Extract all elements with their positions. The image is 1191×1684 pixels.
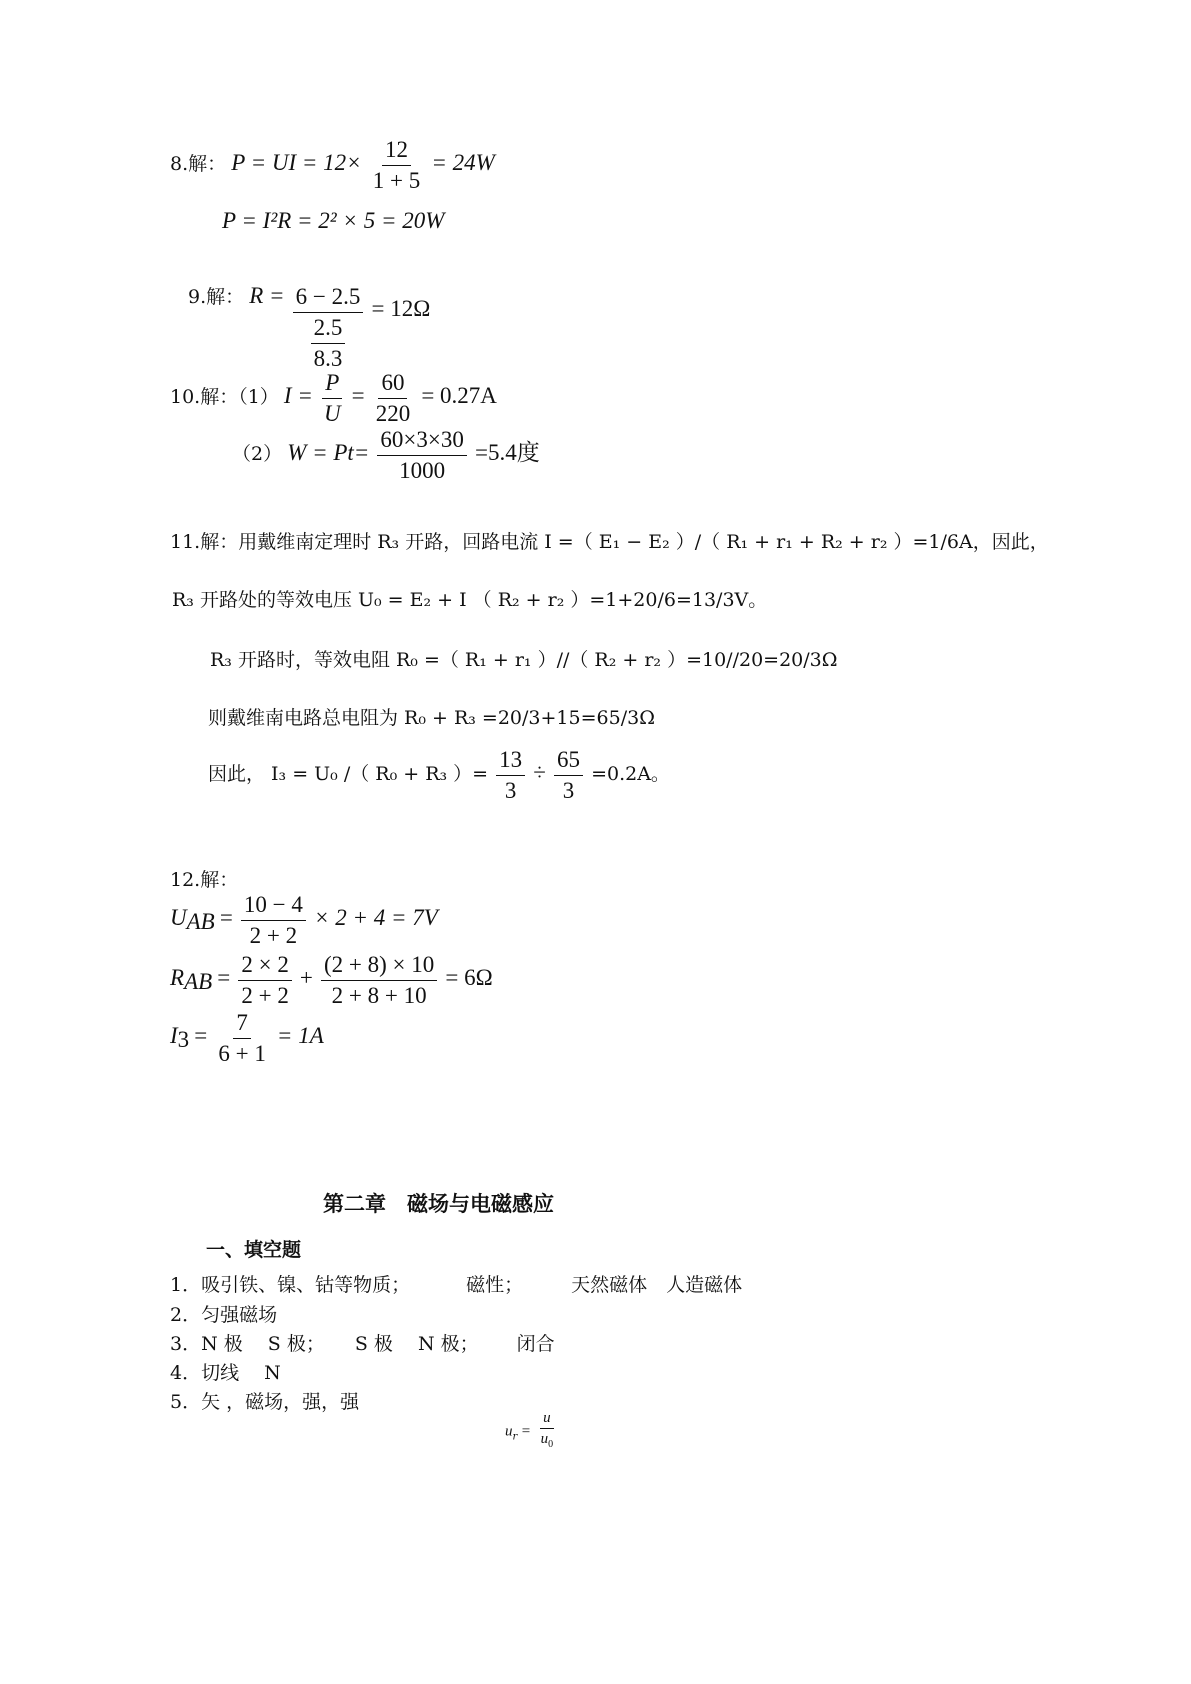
- list-item: [170, 1329, 555, 1356]
- solution-12-fraction-1: [241, 890, 306, 951]
- fraction-numerator: u: [540, 1408, 554, 1429]
- equals-sign: =: [521, 1423, 531, 1440]
- formula-lhs: u: [505, 1423, 513, 1440]
- plus-sign: +: [299, 965, 313, 990]
- list-item: 5．矢 ，磁场，强，强: [170, 1391, 360, 1413]
- solution-12-line-3-rhs: = 1A: [276, 1023, 324, 1048]
- list-item-part: S 极 N 极；: [354, 1333, 479, 1355]
- i3-subscript: 3: [177, 1027, 190, 1053]
- solution-12-line-3: [170, 1008, 324, 1069]
- fraction-numerator: 13: [496, 745, 525, 776]
- fraction-denominator: 1 + 5: [372, 168, 421, 193]
- list-item: 2．匀强磁场: [170, 1304, 278, 1326]
- formula-lhs-subscript: r: [512, 1431, 518, 1443]
- solution-11-line-3: R₃ 开路时，等效电阻 R₀ =（ R₁ + r₁ ）//（ R₂ + r₂ ）=10//20=20/3Ω: [210, 649, 838, 671]
- solution-8-eq-rhs: = 24W: [431, 150, 495, 175]
- solution-10-fraction-2: [373, 368, 414, 429]
- solution-12-line-2: [170, 950, 493, 1011]
- solution-8-fraction: [370, 135, 423, 196]
- list-item-part: 3．N 极 S 极；: [170, 1333, 325, 1355]
- list-item: [170, 1270, 742, 1297]
- solution-8-line-2: P = I²R = 2² × 5 = 20W: [222, 208, 445, 233]
- solution-12-label: 12.解：: [170, 869, 239, 891]
- solution-9-label: 9.解：: [188, 286, 245, 308]
- list-item-part: 磁性；: [466, 1274, 524, 1296]
- solution-8: [170, 135, 495, 196]
- solution-11-result: =0.2A。: [591, 763, 670, 785]
- fraction-denominator: 1000: [399, 458, 446, 483]
- solution-9-rhs: = 12Ω: [371, 296, 431, 321]
- fraction-numerator: 7: [233, 1008, 251, 1039]
- section-title: 一、填空题: [206, 1239, 302, 1261]
- fraction-numerator: (2 + 8) × 10: [321, 950, 437, 981]
- solution-10-part-2-fraction: [377, 425, 466, 486]
- solution-12-line-1-rhs: × 2 + 4 = 7V: [313, 905, 438, 930]
- uab-symbol: U: [170, 905, 187, 930]
- list-item-part: 天然磁体 人造磁体: [571, 1274, 743, 1296]
- formula-den-symbol: u: [540, 1431, 549, 1447]
- formula-fraction: [538, 1408, 557, 1455]
- rab-subscript: AB: [184, 969, 213, 995]
- solution-12-line-2-rhs: = 6Ω: [445, 965, 493, 990]
- formula-den-subscript: 0: [548, 1439, 554, 1450]
- list-item-part: 闭合: [516, 1333, 555, 1355]
- list-item: 4．切线 N: [170, 1362, 281, 1384]
- solution-11-line-1: 11.解：用戴维南定理时 R₃ 开路，回路电流 I =（ E₁ − E₂ ）/（ R₁ + r₁ + R₂ + r₂ ）=1/6A，因此，: [170, 531, 1049, 553]
- solution-8-label: 8.解：: [170, 153, 227, 175]
- solution-12-fraction-4: [215, 1008, 268, 1069]
- solution-9-lhs: R =: [249, 283, 285, 308]
- permeability-formula: [505, 1408, 559, 1455]
- fraction-numerator: 6 − 2.5: [293, 282, 364, 313]
- fraction-denominator: 3: [504, 778, 517, 803]
- fraction-numerator: P: [322, 368, 342, 399]
- solution-11-fraction-1: [496, 745, 525, 806]
- equals-sign: =: [194, 1023, 208, 1048]
- divide-sign: ÷: [533, 760, 546, 785]
- solution-12-fraction-2: [238, 950, 291, 1011]
- solution-12-fraction-3: [321, 950, 437, 1011]
- solution-12-line-1: [170, 890, 438, 951]
- list-item-part: 1．吸引铁、镍、钴等物质；: [170, 1274, 411, 1296]
- solution-11-line-5-text: 因此， I₃ = U₀ /（ R₀ + R₃ ）=: [208, 763, 489, 785]
- solution-9-fraction: [293, 282, 364, 374]
- fraction-denominator: U: [323, 401, 341, 426]
- inner-numerator: 2.5: [311, 313, 346, 344]
- uab-subscript: AB: [186, 909, 215, 935]
- solution-10-fraction-1: [321, 368, 344, 429]
- fraction-numerator: 12: [382, 135, 411, 166]
- solution-10-rhs: = 0.27A: [421, 383, 497, 408]
- solution-10-part-2: [232, 425, 540, 486]
- equals-sign: =: [217, 965, 231, 990]
- solution-11-line-4: 则戴维南电路总电阻为 R₀ + R₃ =20/3+15=65/3Ω: [208, 707, 655, 729]
- solution-11-fraction-2: [554, 745, 583, 806]
- solution-8-eq-lhs: P = UI = 12×: [231, 150, 362, 175]
- fraction-denominator: 3: [562, 778, 575, 803]
- rab-symbol: R: [170, 965, 185, 990]
- fraction-numerator: 10 − 4: [241, 890, 306, 921]
- solution-10-lhs: I =: [283, 383, 313, 408]
- chapter-title: 第二章 磁场与电磁感应: [323, 1192, 554, 1216]
- fraction-denominator: 2 + 8 + 10: [331, 983, 427, 1008]
- solution-11-line-2: R₃ 开路处的等效电压 U₀ = E₂ + I （ R₂ + r₂ ）=1+20/6=13/3V。: [172, 589, 768, 611]
- fraction-numerator: 65: [554, 745, 583, 776]
- fraction-denominator: [538, 1429, 557, 1455]
- fraction-denominator: 220: [375, 401, 411, 426]
- i3-symbol: I: [170, 1023, 178, 1048]
- inner-denominator: 8.3: [313, 346, 343, 371]
- fraction-denominator: 2 + 2: [241, 983, 289, 1008]
- fraction-numerator: 60: [378, 368, 407, 399]
- fraction-numerator: 60×3×30: [377, 425, 466, 456]
- solution-9: [188, 282, 430, 374]
- solution-11-line-5: [208, 745, 670, 806]
- solution-10-part-2-label: （2）: [232, 443, 283, 465]
- fraction-numerator: 2 × 2: [238, 950, 291, 981]
- fraction-denominator: 6 + 1: [218, 1041, 266, 1066]
- solution-10-part-2-rhs: =5.4度: [474, 440, 540, 465]
- solution-10-part-2-lhs: W = Pt=: [287, 440, 370, 465]
- solution-10-part-1: 10.解：（1） I = $\frac{P}{U}$ = $\frac{60}{220}$ = 0.27A: [170, 368, 497, 429]
- fraction-denominator: 2 + 2: [249, 923, 298, 948]
- equals-sign: =: [219, 905, 233, 930]
- solution-10-label: 10.解：（1）: [170, 386, 279, 408]
